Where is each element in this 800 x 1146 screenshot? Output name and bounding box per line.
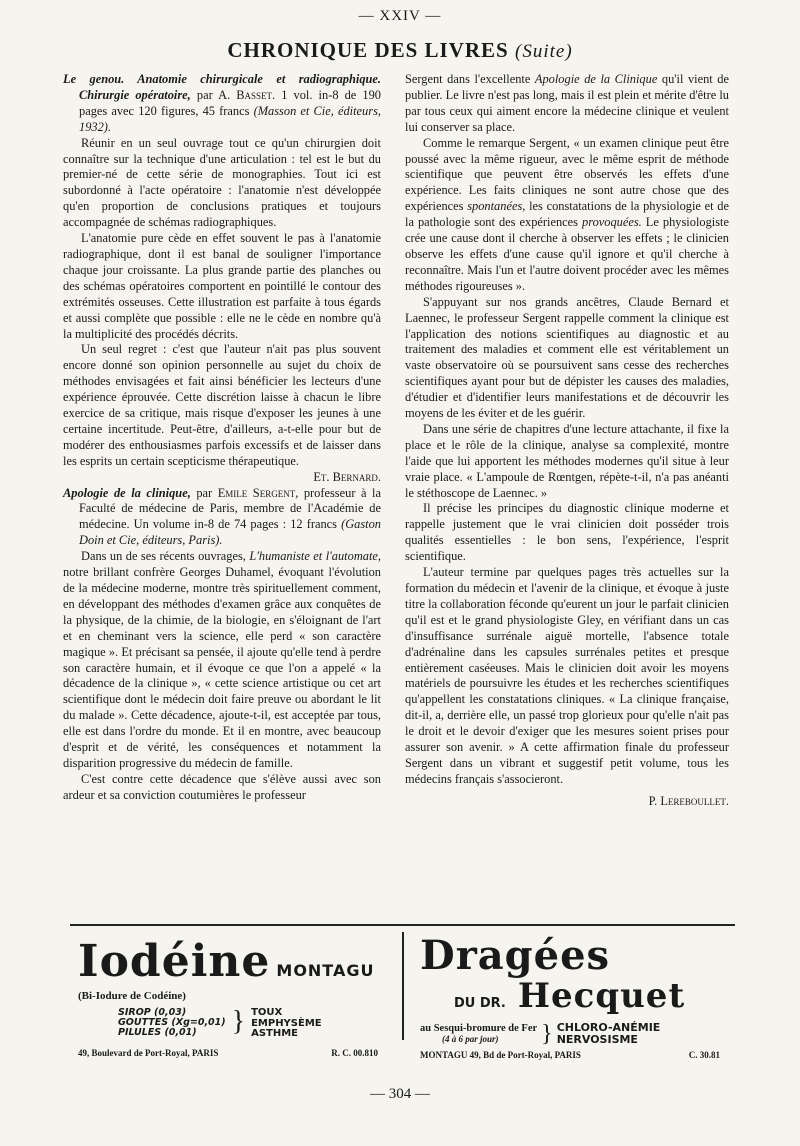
page-header-roman: — XXIV — <box>358 8 442 24</box>
review1-paragraph-3: Un seul regret : c'est que l'auteur n'ait pas plus souvent encore donné son opinion personnelle au sujet du choix de méthodes envisagées et fait ainsi bénéficier les lecteurs d'une expérience éprouvée. Cette discrétion laisse à chacun le libre exercice de sa critique, mais risque d'exposer les jeunes à une certaine incertitude. Peut-être, d'ailleurs, a-t-elle pour but de modérer des enthousiasmes parfois excessifs et de laisser dans les esprits un certain scepticisme thérapeutique. <box>63 342 381 468</box>
dragees-name2: Hecquet <box>517 976 686 1016</box>
dragees-name: Dragées <box>420 932 611 979</box>
dragees-dose: (4 à 6 par jour) <box>442 1034 499 1044</box>
review2-p3-word1: spontanées, <box>467 199 526 214</box>
review2-p1-work: L'humaniste et l'automate, <box>249 549 381 564</box>
review1-paragraph-1: Réunir en un seul ouvrage tout ce qu'un chirurgien doit connaître sur la technique d'une articulation : tel est le but du premier-né de cette série de monographies. Tout ici est subordonné à l'acte opératoire : l'anatomie n'est développée qu'en proportion de conclusions pratiques et toujours accompagnée de schémas radiographiques. <box>63 135 381 230</box>
review2-paragraph-2: C'est contre cette décadence que s'élève aussi avec son ardeur et sa conviction coutumières le professeur <box>63 771 381 802</box>
review1-signature: Et. Bernard. <box>313 469 381 484</box>
iodeine-forms <box>118 1008 226 1040</box>
page-number-bottom: — 304 — <box>370 1086 430 1102</box>
advertisement-iodeine <box>78 936 398 1058</box>
iodeine-heading <box>78 936 398 987</box>
dragees-address: MONTAGU 49, Bd de Port-Royal, PARIS <box>420 1050 581 1060</box>
review2-p1-rest: notre brillant confrère Georges Duhamel, évoquant l'évolution de la médecine moderne, montre très spirituellement comment, en développant des méthodes d'examen grâce aux conquêtes de la physique, de la chimie, de la biologie, en s'éloignant de l'art et en cheminant vers la science, elle perd « son caractère magique ». Et précisant sa pensée, il ajoute qu'elle tend à perdre son caractère humain, et il évoque ce que l'on a appelé « la décadence de la clinique », « cette science artistique ou cet art scientifique dont le médecin doit faire preuve ou abordant le lit du malade ». Cette décadence, ajoute-t-il, est acceptée par tous, elle est dans l'ordre du monde. Et il en montre, avec beaucoup d'esprit et de vérité, les conséquences et notamment la disparition progressive du médecin de famille. <box>63 565 381 770</box>
review2-p2-cont-rest: qu'il vient de publier. Le livre n'est pas long, mais il est plein et mérite d'être lu par tous ceux qui aiment encore la médecine clinique et veulent lui conserver sa place. <box>405 72 729 134</box>
section-title-suite: (Suite) <box>515 41 573 62</box>
review2-p1-start: Dans un de ses récents ouvrages, <box>81 549 250 564</box>
review2-p3-mid: les constatations de la physiologie et de la pathologie sont des expériences <box>405 199 729 230</box>
review2-p3-start: Comme le remarque Sergent, « un examen clinique peut être poussé avec la même rigueur, avec le même esprit de méthode scientifique que peuvent être observés les effets d'une expérience. Les faits cliniques ne sont autre chose que des expériences <box>405 135 729 214</box>
dragees-reg: C. 30.81 <box>688 1050 720 1060</box>
review2-details: professeur à la Faculté de médecine de Paris, membre de l'Académie de médecine. Un volume in-8 de 74 pages : 12 francs <box>79 485 381 532</box>
iodeine-form-sirop: SIROP (0,03) <box>118 1007 187 1018</box>
review1-paragraph-2: L'anatomie pure cède en effet souvent le pas à l'anatomie radiographique, dont il est banal de souligner l'importance chaque jour croissante. La plus grande partie des planches ou des schémas opératoires comportent en pointillé le contour des extrémités osseuses. Cette illustration est parfaite à tous égards et aussi complète que possible : elle ne le cède en nombre qu'à la multiplicité des procédés décrits. <box>63 231 381 341</box>
review2-p3-word2: provoquées. <box>582 215 642 230</box>
iodeine-address: 49, Boulevard de Port-Royal, PARIS <box>78 1047 219 1058</box>
review2-publisher: (Gaston Doin et Cie, éditeurs, Paris). <box>79 517 381 548</box>
dragees-du-dr: DU DR. <box>454 996 506 1011</box>
iodeine-reg: R. C. 00.810 <box>331 1047 378 1058</box>
review2-title: Apologie de la clinique, <box>63 485 191 500</box>
iodeine-brand: MONTAGU <box>276 961 375 980</box>
review2-paragraph-6: Il précise les principes du diagnostic clinique moderne et rappelle justement que le vrai clinicien doit posséder trois qualités essentielles : le bon sens, l'expérience, l'esprit scientifique. <box>405 501 729 564</box>
left-column <box>63 72 381 804</box>
ad-top-rule <box>70 924 735 926</box>
iodeine-subtitle: (Bi-Iodure de Codéine) <box>78 990 186 1002</box>
iodeine-use-emphyseme: EMPHYSÈME <box>251 1017 322 1029</box>
review1-title: Le genou. Anatomie chirurgicale et radiographique. Chirurgie opératoire, <box>63 72 381 102</box>
iodeine-form-pilules: PILULES (0,01) <box>118 1027 197 1038</box>
iodeine-use-asthme: ASTHME <box>251 1028 298 1039</box>
review2-paragraph-7: L'auteur termine par quelques pages très actuelles sur la formation du médecin et l'avenir de la clinique, et évoque à juste titre la collaboration féconde qu'eurent un jour le parfait clinicien qu'il est et le grand physiologiste Gley, en vérifiant dans un cas d'insuffisance surrénale aiguë mortelle, l'absence totale d'adrénaline dans les capsules surrénales petites et presque entièrement caséeuses. Mais le clinicien doit avoir les moyens matériels de poursuivre les études et les recherches scientifiques qu'appellent les constatations cliniques. « La clinique française, dit-il, a, derrière elle, un passé trop glorieux pour qu'elle n'ait pas le droit et le devoir d'exiger que les mesures soient prises pour assurer son avenir. » A cette affirmation finale du professeur Sergent dans un vibrant et suggestif petit volume, tous les médecins français s'associeront. <box>405 565 729 786</box>
iodeine-forms-block <box>118 1008 398 1040</box>
review2-paragraph-3 <box>405 136 729 295</box>
review2-author-prefix: par <box>190 485 218 500</box>
review1-details: 1 vol. in-8 de 190 pages avec 120 figures, 45 francs <box>79 87 381 118</box>
review1-author: Basset. <box>236 87 276 102</box>
iodeine-use-toux: TOUX <box>251 1007 283 1018</box>
review1-publisher: (Masson et Cie, éditeurs, 1932). <box>79 103 381 134</box>
review2-p3-rest: Le physiologiste crée une cause dont il cherche à observer les effets ; le clinicien observe les effets d'une cause qu'il ignore et qu'il cherche à reconnaître. Mais l'un et l'autre doivent procéder avec les mêmes méthodes rigoureuses ». <box>405 215 729 293</box>
iodeine-name: Iodéine <box>78 936 271 987</box>
dragees-footer <box>420 1050 720 1060</box>
review2-p2-cont-start: Sergent dans l'excellente <box>405 72 535 86</box>
advertisement-dragees <box>420 934 740 1060</box>
dragees-details <box>420 1022 740 1046</box>
dragees-indications <box>557 1022 661 1046</box>
review1-author-prefix: par A. <box>196 87 237 102</box>
dragees-composition-block <box>420 1023 537 1045</box>
ad-divider <box>402 932 404 1040</box>
dragees-composition: au Sesqui-bromure de Fer <box>420 1023 538 1034</box>
review2-paragraph-1 <box>63 549 381 772</box>
review2-paragraph-5: Dans une série de chapitres d'une lecture attachante, il fixe la place et le rôle de la clinique, analyse sa complexité, montre l'aide que lui apportent les méthodes modernes qu'il situe à leur vraie place. « L'ampoule de Rœntgen, répète-t-il, n'a pas anéanti le stéthoscope de Laennec. » <box>405 421 729 500</box>
review2-paragraph-2-continued <box>405 72 729 136</box>
iodeine-footer <box>78 1048 378 1058</box>
iodeine-brace: } <box>231 1006 246 1037</box>
right-column <box>405 72 729 810</box>
dragees-indication-1: CHLORO-ANÉMIE <box>556 1021 661 1034</box>
review2-paragraph-4: S'appuyant sur nos grands ancêtres, Claude Bernard et Laennec, le professeur Sergent rappelle comment la clinique est l'application des notions scientifiques au diagnostic et au traitement des maladies et comment elle est véritablement un vaste observatoire où se poursuivent sans cesse des recherches scientifiques ayant pour but de dépister les causes des maladies, d'étudier et d'identifier leurs manifestations et de découvrir les moyens de les éviter et de les guérir. <box>405 294 729 421</box>
review2-p2-cont-work: Apologie de la Clinique <box>534 72 658 86</box>
review1-heading <box>63 72 381 136</box>
dragees-indication-2: NERVOSISME <box>556 1033 638 1046</box>
review2-heading <box>63 486 381 550</box>
section-title <box>0 38 800 63</box>
review2-signature: P. Lereboullet. <box>648 793 729 808</box>
iodeine-form-gouttes: GOUTTES (Xg=0,01) <box>118 1017 226 1028</box>
dragees-row <box>420 976 740 1016</box>
review2-author: Emile Sergent, <box>217 485 299 500</box>
section-title-text: CHRONIQUE DES LIVRES <box>227 38 509 62</box>
dragees-brace: } <box>541 1021 553 1047</box>
iodeine-uses <box>251 1008 322 1040</box>
